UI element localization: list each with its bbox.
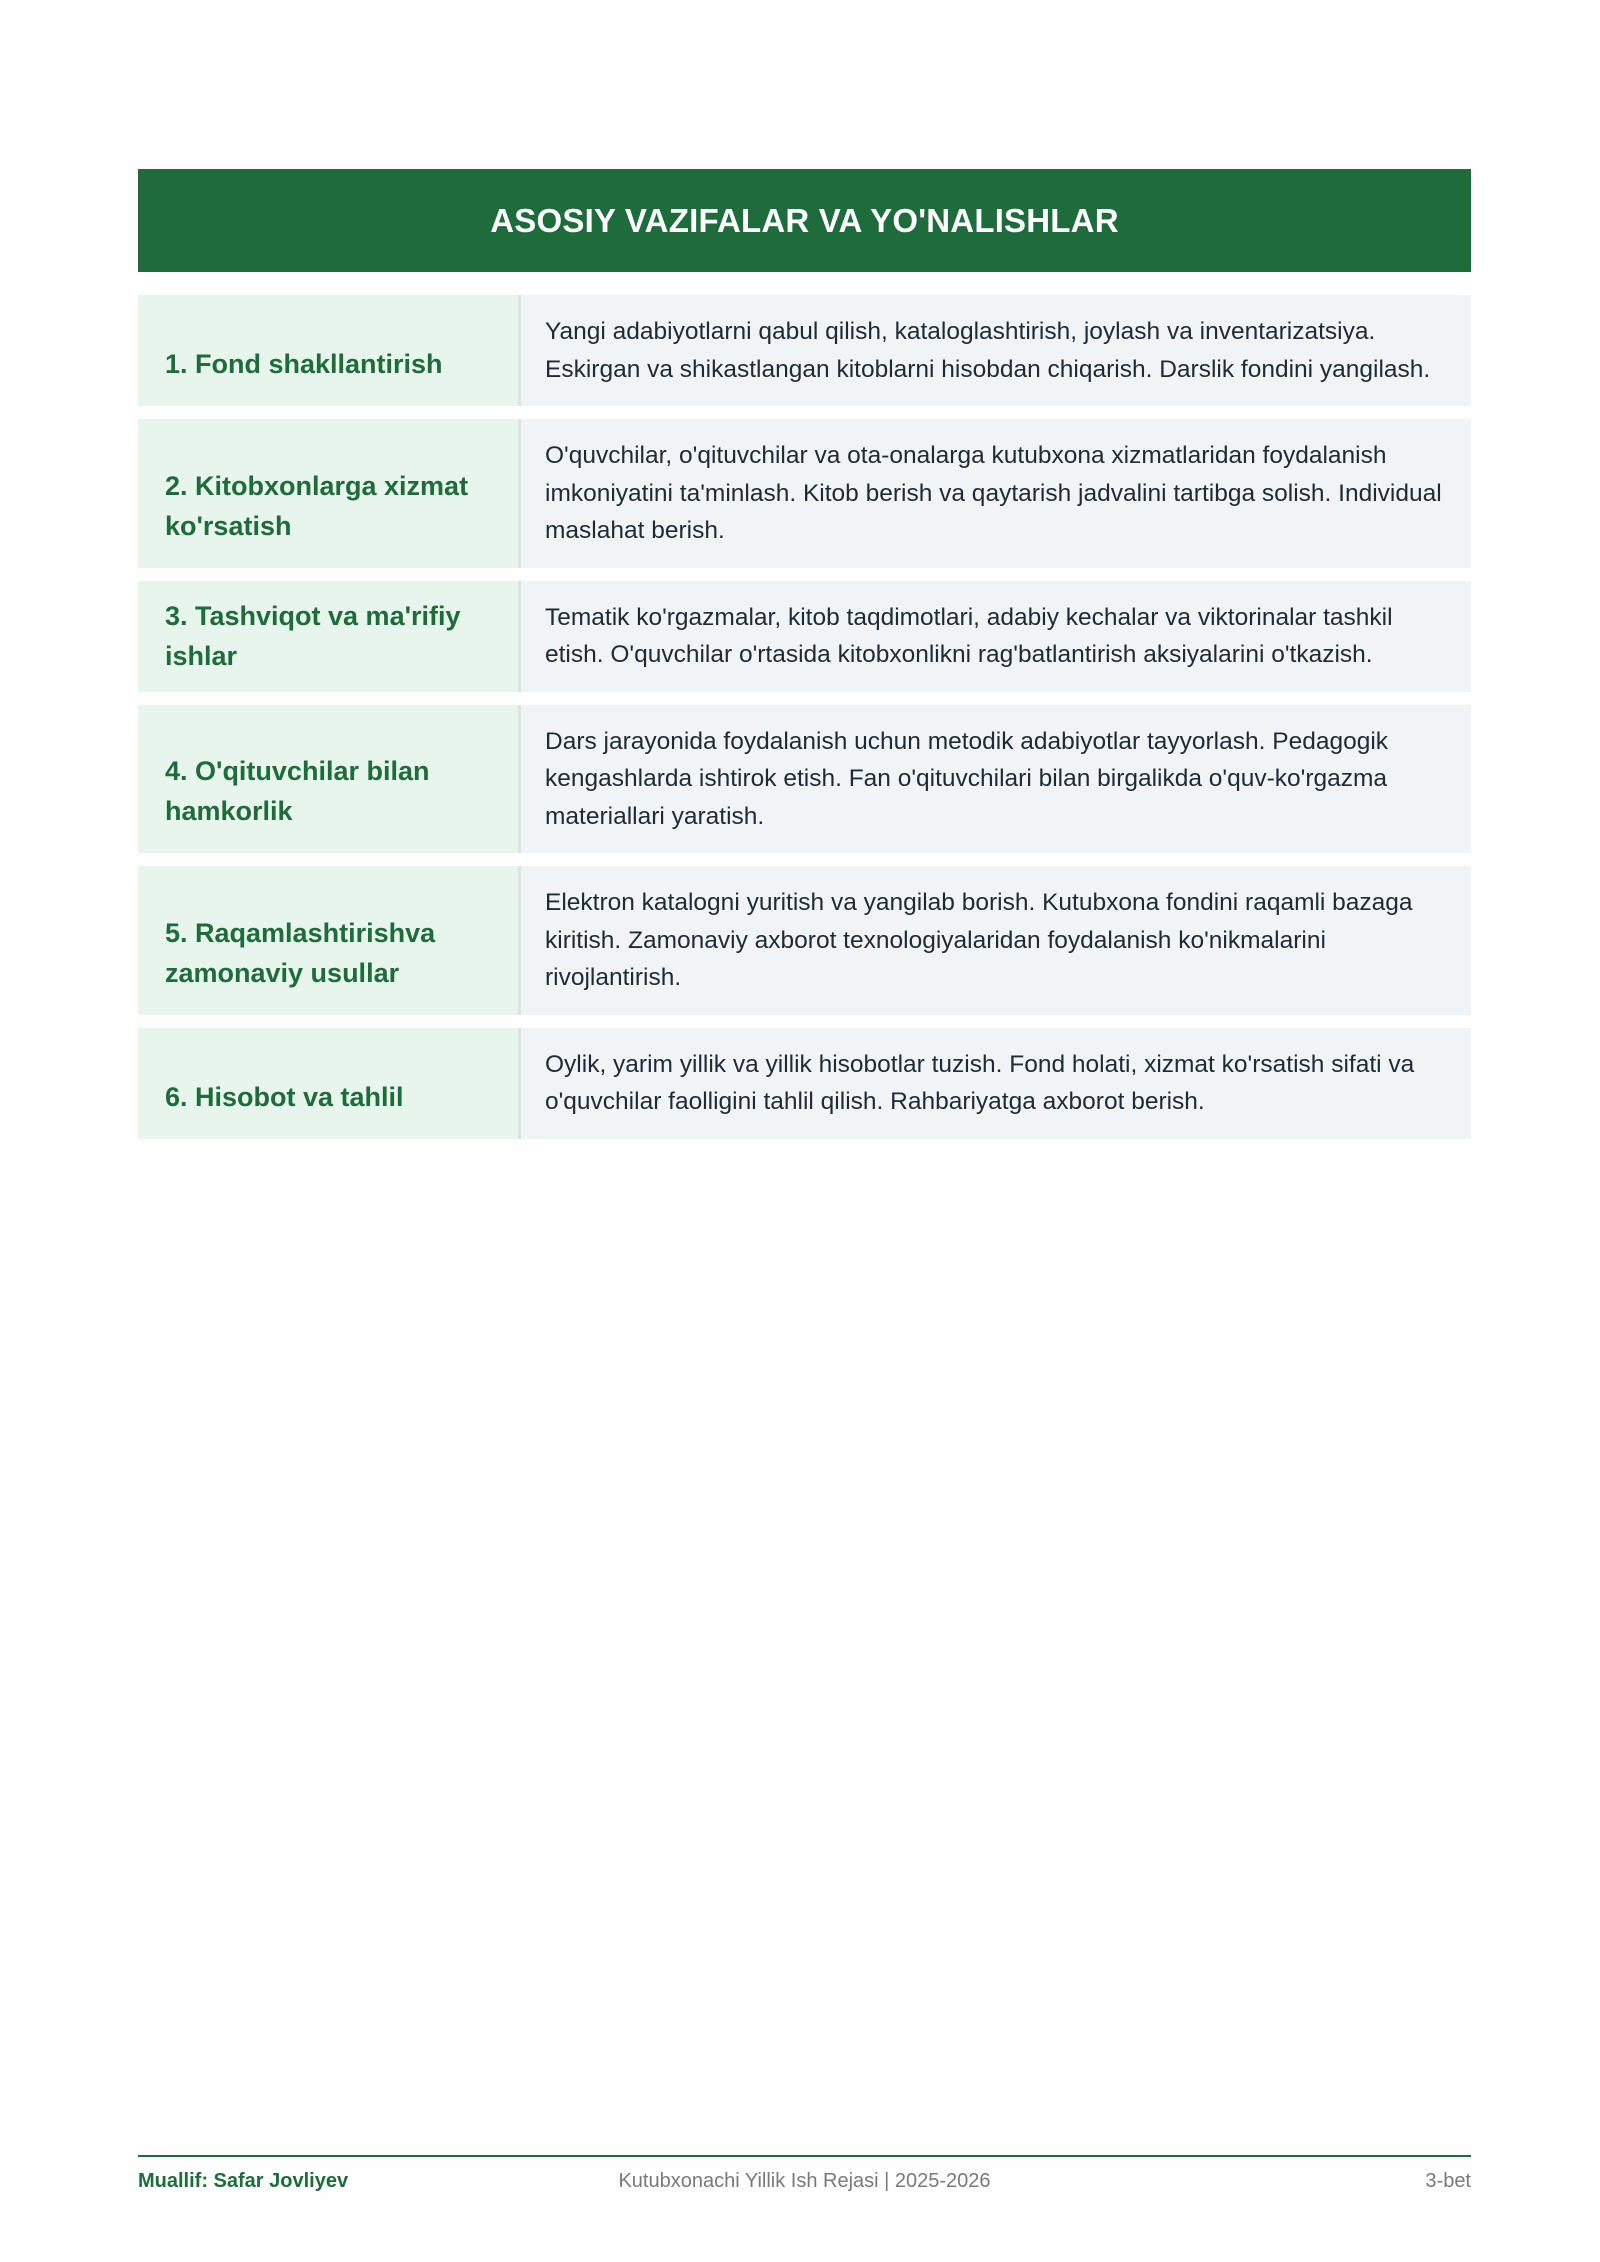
section-title-text: ASOSIY VAZIFALAR VA YO'NALISHLAR — [490, 201, 1119, 239]
row-description — [521, 1028, 1471, 1139]
tasks-table — [138, 295, 1471, 1152]
section-title — [138, 169, 1471, 272]
row-label-text: 1. Fond shakllantirish — [165, 349, 443, 379]
row-label — [138, 419, 521, 568]
row-label-text: 4. O'qituvchilar bilan hamkorlik — [165, 756, 430, 826]
table-row — [138, 866, 1471, 1015]
row-description-text: Tematik ko'rgazmalar, kitob taqdimotlari, adabiy kechalar va viktorinalar tashkil etish. O'quvchilar o'rtasida kitobxonlikni rag'batlantirish aksiyalarini o'tkazish. — [545, 603, 1393, 668]
row-label-text: 6. Hisobot va tahlil — [165, 1081, 404, 1112]
row-label — [138, 1028, 521, 1139]
table-row — [138, 1028, 1471, 1139]
table-row — [138, 581, 1471, 692]
row-description — [521, 581, 1471, 692]
row-description-text: Elektron katalogni yuritish va yangilab borish. Kutubxona fondini raqamli bazaga kiritish. Zamonaviy axborot texnologiyalaridan foydalanish ko'nikmalarini rivojlantirish. — [545, 889, 1413, 991]
row-label — [138, 295, 521, 406]
table-row — [138, 295, 1471, 406]
page-number: 3-bet — [1425, 2170, 1471, 2192]
row-label-text: 2. Kitobxonlarga xizmat ko'rsatish — [165, 470, 469, 541]
row-description — [521, 866, 1471, 1015]
footer-document-title: Kutubxonachi Yillik Ish Rejasi | 2025-2026 — [618, 2170, 991, 2192]
row-label-text: 3. Tashviqot va ma'rifiy ishlar — [165, 601, 461, 671]
row-description-text: O'quvchilar, o'qituvchilar va ota-onalarga kutubxona xizmatlaridan foydalanish imkoniyatini ta'minlash. Kitob berish va qaytarish jadvalini tartibga solish. Individual maslahat berish. — [545, 442, 1442, 544]
row-label — [138, 705, 521, 854]
row-label — [138, 581, 521, 692]
table-row — [138, 705, 1471, 854]
footer-author: Muallif: Safar Jovliyev — [138, 2170, 349, 2192]
row-description-text: Dars jarayonida foydalanish uchun metodik adabiyotlar tayyorlash. Pedagogik kengashlarda ishtirok etish. Fan o'qituvchilari bilan birgalikda o'quv-ko'rgazma materiallari yaratish. — [545, 727, 1389, 830]
row-description-text: Yangi adabiyotlarni qabul qilish, kataloglashtirish, joylash va inventarizatsiya. Eskirgan va shikastlangan kitoblarni hisobdan chiqarish. Darslik fondini yangilash. — [545, 318, 1431, 383]
row-description-text: Oylik, yarim yillik va yillik hisobotlar tuzish. Fond holati, xizmat ko'rsatish sifati va o'quvchilar faolligini tahlil qilish. Rahbariyatga axborot berish. — [545, 1050, 1415, 1115]
footer-divider — [138, 2155, 1471, 2157]
row-description — [521, 419, 1471, 568]
row-label — [138, 866, 521, 1015]
table-row — [138, 419, 1471, 568]
row-description — [521, 705, 1471, 854]
row-label-text: 5. Raqamlashtirishva zamonaviy usullar — [165, 917, 436, 988]
row-description — [521, 295, 1471, 406]
page-footer — [138, 2170, 1471, 2200]
